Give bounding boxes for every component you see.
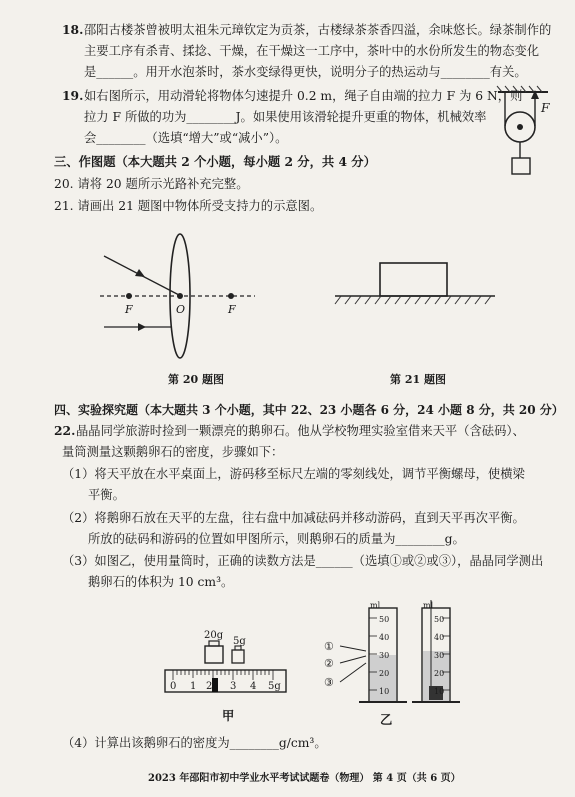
q22-step-1-line-1: （1）将天平放在水平桌面上，游码移至标尺左端的零刻线处，调节平衡螺母，使横梁 (62, 467, 525, 481)
pulley-force-label: F (541, 101, 550, 115)
cylinder-right-50: 50 (434, 615, 445, 624)
weight-5g-label: 5g (233, 636, 246, 647)
q22-number: 22. (54, 423, 76, 438)
scale-tick-0: 0 (170, 681, 177, 692)
cylinder-left-30: 30 (379, 651, 390, 660)
q21-text: 21. 请画出 21 题图中物体所受支持力的示意图。 (54, 199, 323, 213)
cylinder-left-40: 40 (379, 633, 390, 642)
q22-intro-line-2: 量筒测量这颗鹅卵石的密度，步骤如下： (62, 445, 284, 459)
q18-line-1: 邵阳古楼茶曾被明太祖朱元璋钦定为贡茶，古楼绿茶茶香四溢，余味悠长。绿茶制作的 (84, 23, 552, 37)
figure-yi-caption: 乙 (380, 712, 393, 727)
scale-tick-3: 3 (230, 681, 237, 692)
q19-line-2: 拉力 F 所做的功为________J。如果使用该滑轮提升更重的物体，机械效率 (84, 110, 487, 124)
page-footer: 2023 年邵阳市初中学业水平考试试题卷（物理） 第 4 页（共 6 页） (148, 773, 461, 784)
q19-line-3: 会________（选填“增大”或“减小”）。 (84, 131, 288, 145)
q19-line-1: 如右图所示，用动滑轮将物体匀速提升 0.2 m，绳子自由端的拉力 F 为 6 N，则 (84, 89, 523, 103)
figure-20-caption: 第 20 题图 (168, 373, 224, 386)
scale-tick-1: 1 (190, 681, 197, 692)
scale-tick-4: 4 (250, 681, 257, 692)
lens-focus-left-label: F (125, 303, 133, 316)
q18-line-2: 主要工序有杀青、揉捻、干燥，在干燥这一工序中，茶叶中的水份所发生的物态变化 (84, 44, 539, 58)
q22-step-3-line-2: 鹅卵石的体积为 10 cm³。 (88, 575, 234, 589)
cylinder-left-ml-label: ml (370, 601, 381, 610)
figure-21-caption: 第 21 题图 (390, 373, 446, 386)
lens-center-label: O (176, 303, 186, 316)
cylinder-left-10: 10 (379, 687, 390, 696)
scale-tick-5: 5g (268, 681, 281, 692)
q22-step-3-line-1: （3）如图乙，使用量筒时，正确的读数方法是______（选填①或②或③），晶晶同学测出 (62, 554, 544, 568)
scale-tick-2: 2 (206, 681, 213, 692)
q22-step-4: （4）计算出该鹅卵石的密度为________g/cm³。 (62, 736, 327, 750)
cylinder-left-20: 20 (379, 669, 390, 678)
figure-jia-caption: 甲 (222, 708, 235, 723)
q22-intro-line-1: 晶晶同学旅游时捡到一颗漂亮的鹅卵石。他从学校物理实验室借来天平（含砝码）、 (76, 424, 525, 438)
section-3-title: 三、作图题（本大题共 2 个小题，每小题 2 分，共 4 分） (54, 154, 376, 169)
viewpoint-3-label: ③ (324, 676, 334, 689)
weight-20g-label: 20g (204, 630, 224, 641)
q19-number: 19. (62, 88, 84, 103)
q22-step-1-line-2: 平衡。 (88, 488, 125, 502)
viewpoint-1-label: ① (324, 640, 334, 653)
cylinder-right-30: 30 (434, 651, 445, 660)
cylinder-right-20: 20 (434, 669, 445, 678)
cylinder-right-10: 10 (434, 687, 445, 696)
cylinder-right-40: 40 (434, 633, 445, 642)
q18-line-3: 是______。用开水泡茶时，茶水变绿得更快，说明分子的热运动与________有关。 (84, 65, 527, 79)
q22-step-2-line-1: （2）将鹅卵石放在天平的左盘，往右盘中加减砝码并移动游码，直到天平再次平衡。 (62, 511, 525, 525)
section-4-title: 四、实验探究题（本大题共 3 个小题，其中 22、23 小题各 6 分，24 小题 8 分，共 20 分） (54, 403, 564, 417)
cylinder-left-50: 50 (379, 615, 390, 624)
q20-text: 20. 请将 20 题所示光路补充完整。 (54, 177, 249, 191)
cylinder-right-ml-label: ml (423, 601, 434, 610)
lens-focus-right-label: F (228, 303, 236, 316)
q18-number: 18. (62, 22, 84, 37)
q22-step-2-line-2: 所放的砝码和游码的位置如甲图所示，则鹅卵石的质量为________g。 (88, 532, 465, 546)
viewpoint-2-label: ② (324, 657, 334, 670)
